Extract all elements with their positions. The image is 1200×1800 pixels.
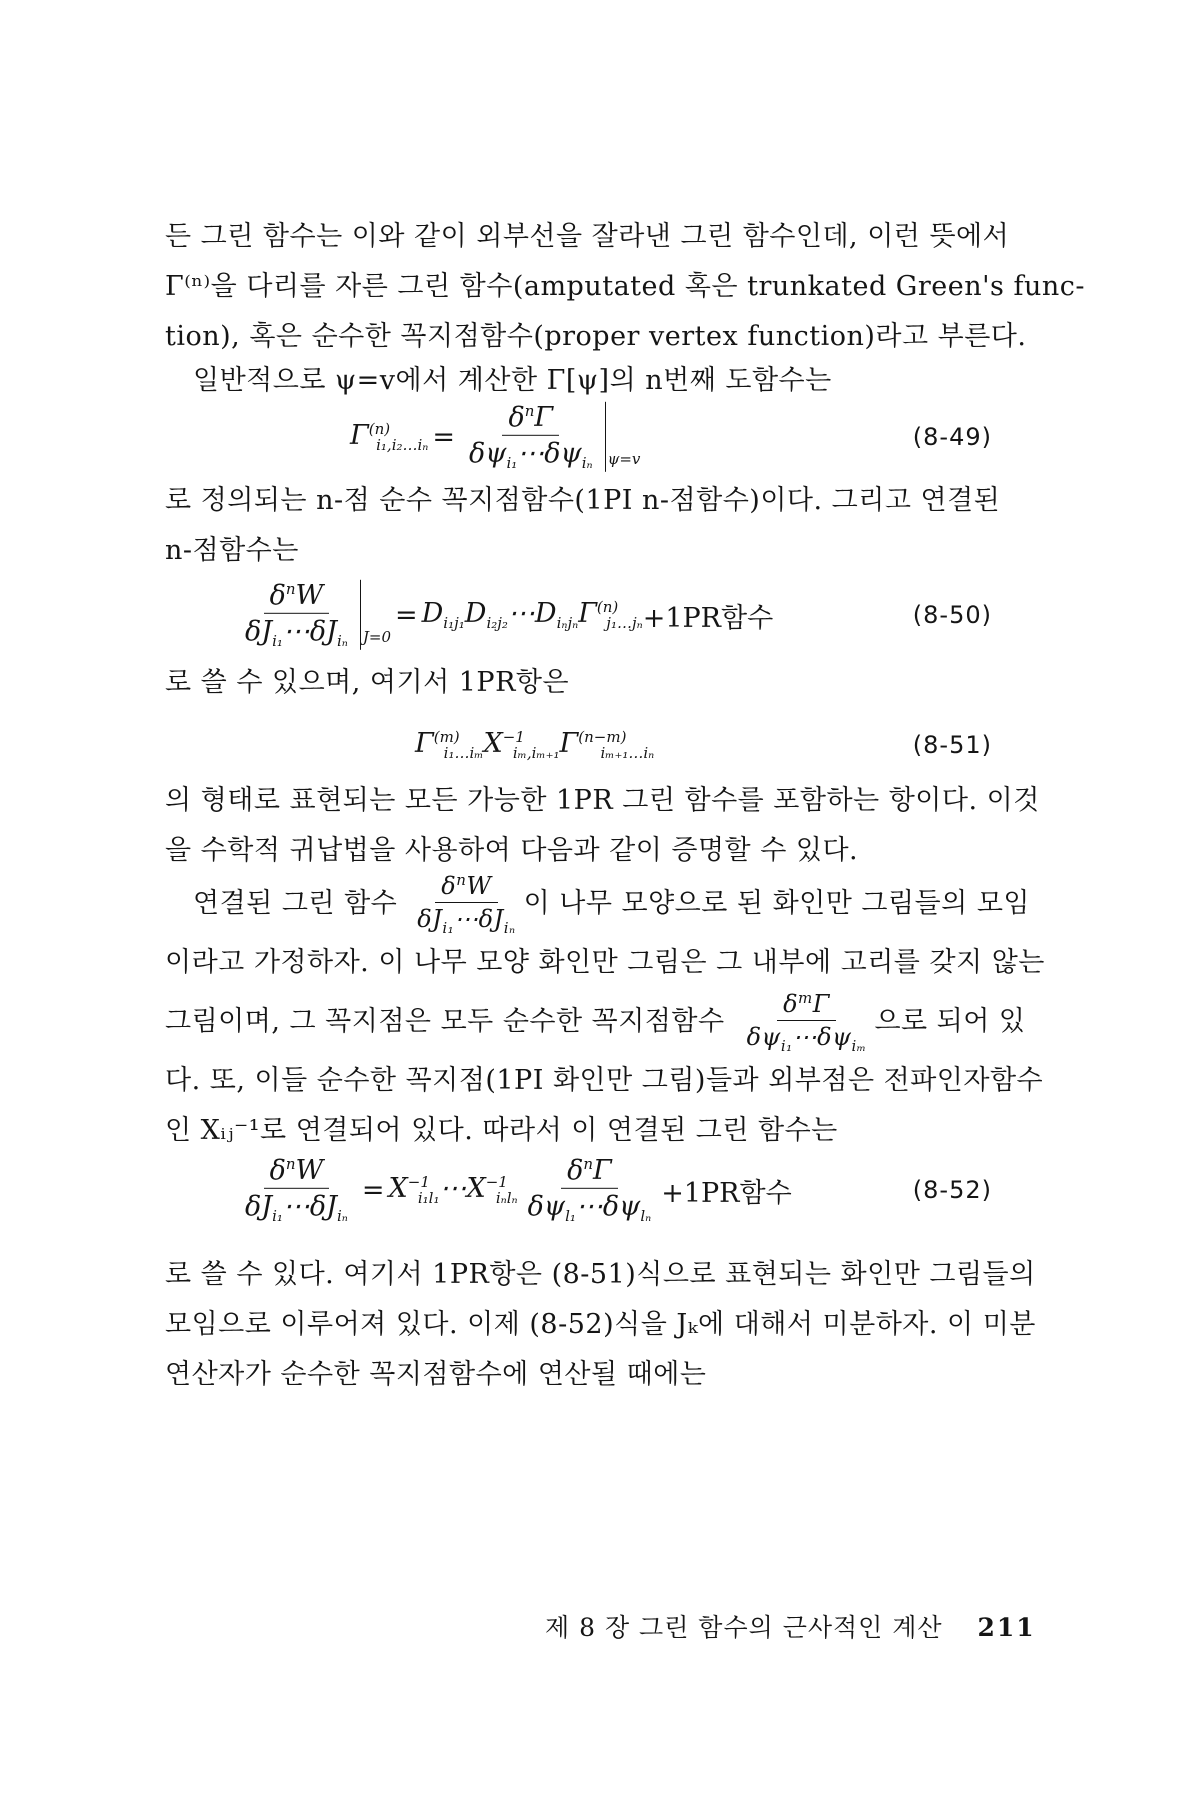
equation-number: (8-50): [912, 601, 992, 629]
equation-tail: +1PR함수: [642, 602, 774, 634]
equation-body: $\frac{\delta^nW}{\delta J_{i_1}\cdots\delta J_{i_n}}$ = $X^{-1}_{i_1l_1}\cdots X^{-1}_{i_nl_n}$ $\frac{\delta^n\Gamma}{\delta\psi_{l_1}\cdots\delta\psi_{l_n}}$ +1PR함수: [235, 1155, 792, 1225]
text-span: 연결된 그린 함수: [193, 888, 398, 919]
text-line: [165, 870, 1037, 938]
equation-body: $\Gamma^{(n)}_{i_1,i_2\dots i_n}$ = $\frac{\delta^n\Gamma}{\delta\psi_{i_1}\cdots\delta\psi_{i_n}}$ ψ=v: [350, 401, 641, 473]
paragraph-5: [165, 776, 1040, 876]
text-line: Γ⁽ⁿ⁾을 다리를 자른 그린 함수(amputated 혹은 trunkated Green's func-: [165, 271, 1086, 302]
text-line: [165, 988, 1037, 1056]
paragraph-7: [165, 1250, 1037, 1400]
text-line: tion), 혹은 순수한 꼭지점함수(proper vertex function)라고 부른다.: [165, 321, 1027, 352]
page-number: 211: [977, 1613, 1036, 1642]
evaluation-bar: [360, 580, 361, 650]
equation-number: (8-51): [912, 731, 992, 759]
equation-number: (8-52): [912, 1176, 992, 1204]
chapter-title: 제 8 장 그린 함수의 근사적인 계산: [545, 1613, 943, 1642]
text-line: 의 형태로 표현되는 모든 가능한 1PR 그린 함수를 포함하는 항이다. 이것: [165, 785, 1040, 816]
fraction: $\frac{\delta^nW}{\delta J_{i_1}\cdots\delta J_{i_n}}$: [245, 579, 348, 651]
text-line: 로 쓸 수 있으며, 여기서 1PR항은: [165, 667, 570, 698]
text-line: 로 정의되는 n-점 순수 꼭지점함수(1PI n-점함수)이다. 그리고 연결된: [165, 485, 1001, 516]
text-line: 일반적으로 ψ=v에서 계산한 Γ[ψ]의 n번째 도함수는: [193, 365, 832, 396]
equation-tail: +1PR함수: [661, 1177, 792, 1209]
paragraph-1: [165, 212, 1086, 362]
fraction: $\frac{\delta^n\Gamma}{\delta\psi_{i_1}\cdots\delta\psi_{i_n}}$: [469, 401, 593, 473]
text-span: 이 나무 모양으로 된 화인만 그림들의 모임: [523, 888, 1030, 919]
text-span: 으로 되어 있: [874, 1006, 1026, 1037]
equation-8-52: [165, 1145, 1037, 1235]
text-line: 이라고 가정하자. 이 나무 모양 화인만 그림은 그 내부에 고리를 갖지 않는: [165, 947, 1045, 978]
equation-body: $\Gamma^{(m)}_{i_1\dots i_m}X^{-1}_{i_m,i_{m+1}}\Gamma^{(n-m)}_{i_{m+1}\dots i_n}$: [415, 727, 655, 763]
text-line: 로 쓸 수 있다. 여기서 1PR항은 (8-51)식으로 표현되는 화인만 그림들의: [165, 1259, 1036, 1290]
paragraph-6: [165, 870, 1045, 1156]
text-line: 연산자가 순수한 꼭지점함수에 연산될 때에는: [165, 1359, 707, 1390]
fraction: $\frac{\delta^nW}{\delta J_{i_1}\cdots\delta J_{i_n}}$: [245, 1154, 348, 1226]
equation-8-50: [165, 570, 1037, 660]
text-line: 모임으로 이루어져 있다. 이제 (8-52)식을 Jₖ에 대해서 미분하자. 이 미분: [165, 1309, 1036, 1340]
text-span: 그림이며, 그 꼭지점은 모두 순수한 꼭지점함수: [165, 1006, 725, 1037]
text-line: n-점함수는: [165, 535, 299, 566]
equation-8-49: [165, 392, 1037, 482]
text-line: 을 수학적 귀납법을 사용하여 다음과 같이 증명할 수 있다.: [165, 835, 859, 866]
page-footer: [545, 1608, 1036, 1644]
inline-fraction: $\frac{\delta^nW}{\delta J_{i_1}\cdots\delta J_{i_n}}$: [411, 866, 521, 942]
fraction: $\frac{\delta^n\Gamma}{\delta\psi_{l_1}\cdots\delta\psi_{l_n}}$: [527, 1154, 652, 1226]
equation-body: $\frac{\delta^nW}{\delta J_{i_1}\cdots\delta J_{i_n}}$ J=0 = $D_{i_1j_1}D_{i_2j_2}\cdots D_{i_nj_n}\Gamma^{(n)}_{j_1\dots j_n}$ +1PR함수: [235, 580, 773, 650]
equation-number: (8-49): [912, 423, 992, 451]
text-line: 다. 또, 이들 순수한 꼭지점(1PI 화인만 그림)들과 외부점은 전파인자함수: [165, 1065, 1044, 1096]
inline-fraction: $\frac{\delta^m\Gamma}{\delta\psi_{i_1}\cdots\delta\psi_{i_m}}$: [741, 984, 873, 1060]
paragraph-3: [165, 476, 1037, 576]
evaluation-bar: [605, 402, 606, 472]
text-line: 든 그린 함수는 이와 같이 외부선을 잘라낸 그린 함수인데, 이런 뜻에서: [165, 221, 1010, 252]
text-line: 인 Xᵢⱼ⁻¹로 연결되어 있다. 따라서 이 연결된 그린 함수는: [165, 1115, 838, 1146]
